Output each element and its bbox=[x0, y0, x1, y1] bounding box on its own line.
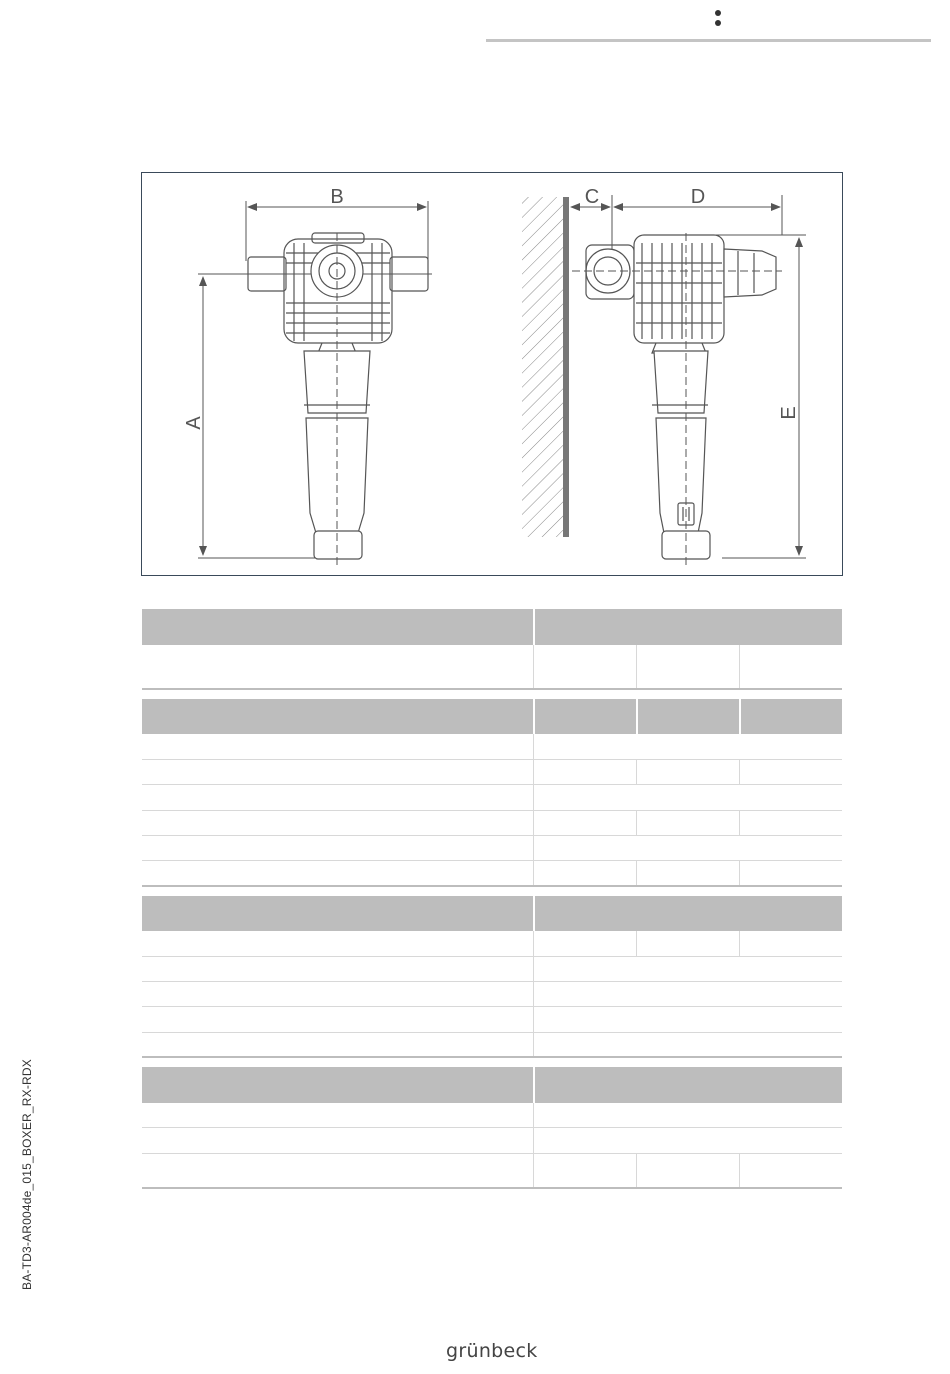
section-header-row bbox=[142, 896, 842, 931]
front-view bbox=[198, 201, 432, 565]
document-code: BA-TD3-AR004de_015_BOXER_RX-RDX bbox=[20, 1059, 34, 1290]
table-row bbox=[142, 1007, 842, 1033]
side-view bbox=[522, 195, 806, 565]
table-row bbox=[142, 1154, 842, 1189]
dim-label-e: E bbox=[778, 406, 800, 420]
dim-label-a: A bbox=[183, 416, 205, 430]
table-row bbox=[142, 836, 842, 861]
brand-logo: grünbeck bbox=[446, 1340, 538, 1362]
table-row bbox=[142, 982, 842, 1007]
table-row bbox=[142, 760, 842, 785]
dim-label-b: B bbox=[330, 186, 344, 208]
table-row bbox=[142, 1103, 842, 1128]
table-row bbox=[142, 1128, 842, 1154]
table-row bbox=[142, 861, 842, 887]
section-header-row bbox=[142, 1067, 842, 1103]
table-row bbox=[142, 734, 842, 760]
dim-label-d: D bbox=[690, 186, 706, 208]
dimension-drawing bbox=[141, 172, 843, 576]
dim-label-c: C bbox=[584, 186, 600, 208]
section-header-row bbox=[142, 699, 842, 734]
table-row bbox=[142, 931, 842, 957]
table-row bbox=[142, 1033, 842, 1058]
table-subheader-row bbox=[142, 645, 842, 690]
menu-dots-icon bbox=[711, 4, 725, 32]
table-header-row bbox=[142, 609, 842, 645]
table-row bbox=[142, 785, 842, 811]
table-row bbox=[142, 957, 842, 982]
filter-dimension-svg bbox=[142, 173, 842, 575]
header-rule bbox=[486, 39, 931, 42]
table-row bbox=[142, 811, 842, 836]
